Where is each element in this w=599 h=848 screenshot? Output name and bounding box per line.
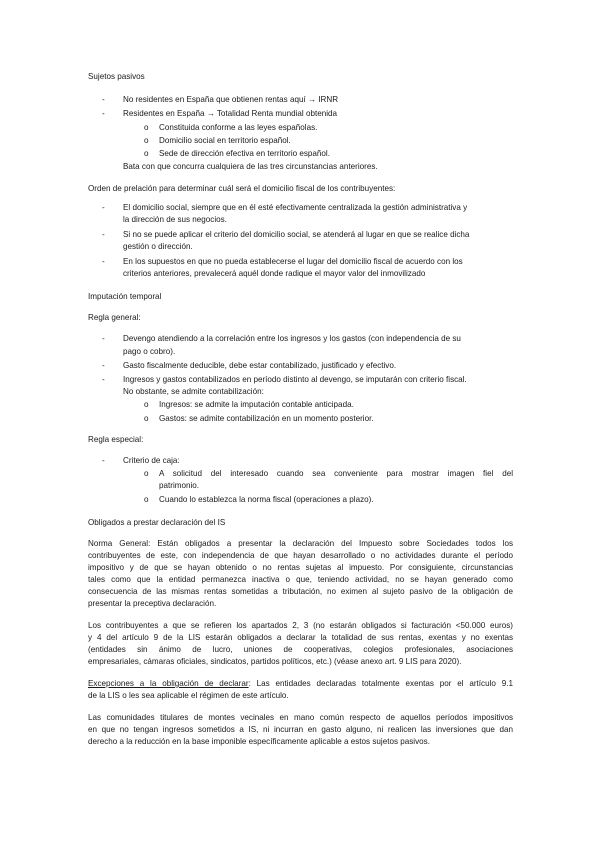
sub-list-item: Cuando lo establezca la norma fiscal (operaciones a plazo). — [159, 495, 374, 504]
dash-bullet: - — [102, 257, 105, 266]
paragraph-line: de la LIS o les sea aplicable el régimen de este artículo. — [88, 691, 289, 700]
list-item: No residentes en España que obtienen rentas aquí → IRNR — [123, 95, 339, 104]
paragraph-line: tales como que la entidad permanezca inactiva o que, teniendo actividad, no se hayan generado como — [88, 575, 513, 584]
paragraph-line: Norma General: Están obligados a presentar la declaración del Impuesto sobre Sociedades todos los — [88, 539, 513, 548]
list-item-line: Ingresos y gastos contabilizados en período distinto al devengo, se imputarán con criterio fiscal. — [123, 375, 467, 384]
list-item-line: El domicilio social, siempre que en él esté efectivamente centralizada la gestión administrativa y — [123, 203, 468, 212]
list-item-line: En los supuestos en que no pueda establecerse el lugar del domicilio fiscal de acuerdo con los — [123, 257, 463, 266]
section-heading-sujetos-pasivos: Sujetos pasivos — [88, 72, 145, 81]
circle-bullet: o — [144, 149, 149, 158]
dash-bullet: - — [102, 361, 105, 370]
list-item-line: criterios anteriores, prevalecerá aquél donde radique el mayor valor del inmovilizado — [123, 269, 426, 278]
underlined-label: Excepciones a la obligación de declarar — [88, 679, 249, 688]
sub-list-item: Gastos: se admite contabilización en un momento posterior. — [159, 414, 374, 423]
sub-list-item-line: A solicitud del interesado cuando sea conveniente para mostrar imagen fiel del — [159, 469, 513, 478]
list-item-line: Si no se puede aplicar el criterio del domicilio social, se atenderá al lugar en que se realice dicha — [123, 230, 470, 239]
subheading-regla-especial: Regla especial: — [88, 435, 144, 444]
paragraph-line: y 4 del artículo 9 de la LIS estarán obligados a declarar la totalidad de sus rentas, exentas y no exentas — [88, 633, 513, 642]
paragraph-line: (entidades sin ánimo de lucro, uniones de cooperativas, colegios profesionales, asociaciones — [88, 645, 513, 654]
paragraph-line: impositivo y de que se hayan obtenido o no rentas sujetas al impuesto. Por consiguiente, circunstancias — [88, 563, 513, 572]
paragraph-line: derecho a la reducción en la base imponible específicamente aplicable a estos sujetos pasivos. — [88, 737, 430, 746]
circle-bullet: o — [144, 136, 149, 145]
list-item-line: la dirección de sus negocios. — [123, 215, 227, 224]
note-text: Bata con que concurra cualquiera de las tres circunstancias anteriores. — [123, 162, 378, 171]
section-heading-obligados: Obligados a prestar declaración del IS — [88, 518, 226, 527]
sub-list-item-line: patrimonio. — [159, 481, 200, 490]
list-item-line: No obstante, se admite contabilización: — [123, 387, 264, 396]
paragraph-line — [88, 678, 513, 690]
dash-bullet: - — [102, 203, 105, 212]
circle-bullet: o — [144, 123, 149, 132]
dash-bullet: - — [102, 95, 105, 104]
dash-bullet: - — [102, 375, 105, 384]
paragraph-line: Las comunidades titulares de montes vecinales en mano común respecto de aquellos períodos impositivos — [88, 713, 513, 722]
dash-bullet: - — [102, 334, 105, 343]
paragraph-line: consecuencia de las mismas rentas sometidas a tributación, no eximen al sujeto pasivo de la obligación de — [88, 587, 513, 596]
dash-bullet: - — [102, 456, 105, 465]
sub-list-item: Sede de dirección efectiva en territorio español. — [159, 149, 330, 158]
paragraph-text: : Las entidades declaradas totalmente exentas por el artículo 9.1 — [248, 679, 513, 688]
sub-list-item: Domicilio social en territorio español. — [159, 136, 291, 145]
list-item-line: pago o cobro). — [123, 347, 176, 356]
circle-bullet: o — [144, 400, 149, 409]
circle-bullet: o — [144, 469, 149, 478]
section-heading-imputacion-temporal: Imputación temporal — [88, 292, 162, 301]
paragraph-line: contribuyentes de este, con independencia de que hayan desarrollado o no actividades durante el período — [88, 551, 513, 560]
paragraph-line: en que no tengan ingresos sometidos a IS, ni incurran en gasto alguno, ni realicen las inversiones que dan — [88, 725, 513, 734]
dash-bullet: - — [102, 230, 105, 239]
list-item: Residentes en España → Totalidad Renta mundial obtenida — [123, 109, 338, 118]
dash-bullet: - — [102, 109, 105, 118]
paragraph-line: presentar la preceptiva declaración. — [88, 599, 217, 608]
sub-list-item: Constituida conforme a las leyes españolas. — [159, 123, 318, 132]
list-item-line: gestión o dirección. — [123, 242, 193, 251]
subheading-regla-general: Regla general: — [88, 313, 141, 322]
list-item-line: Devengo atendiendo a la correlación entre los ingresos y los gastos (con independencia de su — [123, 334, 461, 343]
circle-bullet: o — [144, 414, 149, 423]
list-item: Gasto fiscalmente deducible, debe estar contabilizado, justificado y efectivo. — [123, 361, 397, 370]
list-item: Criterio de caja: — [123, 456, 180, 465]
paragraph-line: Los contribuyentes a que se refieren los apartados 2, 3 (no estarán obligados si facturación <50.000 euros) — [88, 621, 513, 630]
section-heading-orden-prelacion: Orden de prelación para determinar cuál será el domicilio fiscal de los contribuyentes: — [88, 184, 396, 193]
paragraph-line: empresariales, cámaras oficiales, sindicatos, partidos políticos, etc.) (véase anexo art. 9 LIS para 2020). — [88, 657, 462, 666]
sub-list-item: Ingresos: se admite la imputación contable anticipada. — [159, 400, 354, 409]
circle-bullet: o — [144, 495, 149, 504]
